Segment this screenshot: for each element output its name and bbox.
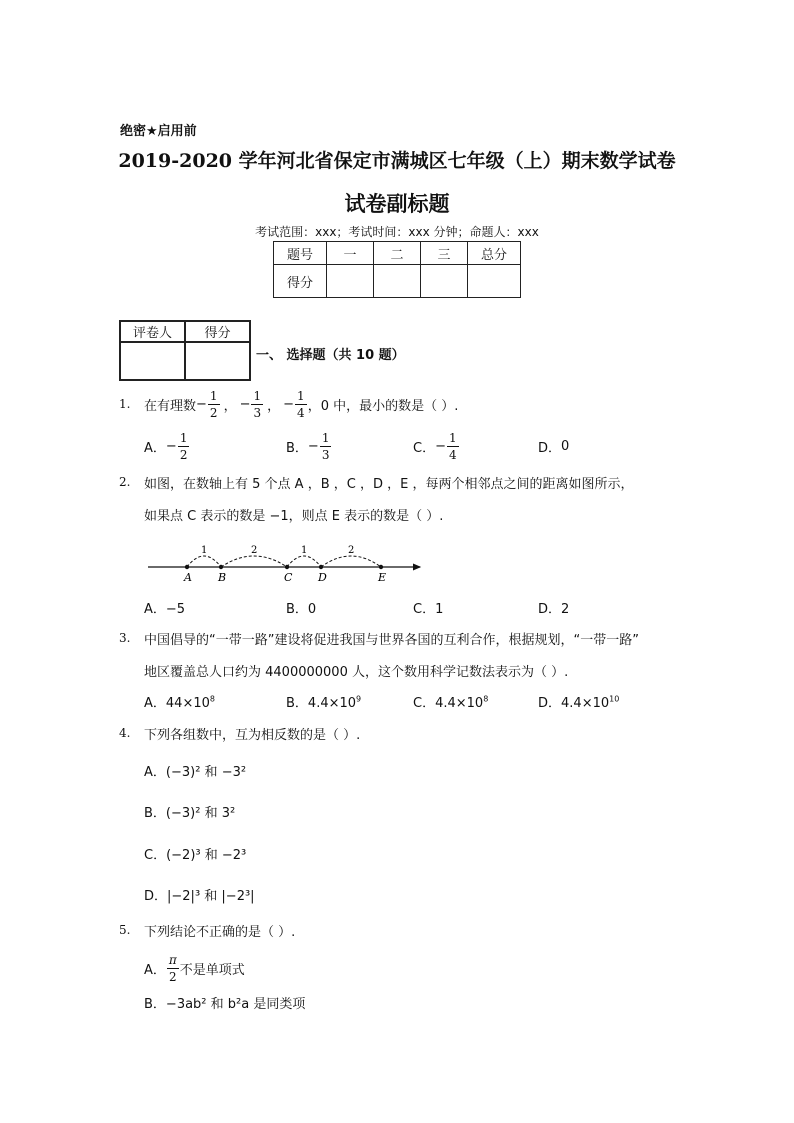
option-a: A．−5: [144, 602, 186, 617]
question-text: ，0 中，最小的数是（ ）.: [307, 398, 459, 414]
option-c: C． − $\frac{1}{4}$: [413, 430, 457, 462]
option-c: C．(−2)³ 和 −2³: [144, 848, 247, 863]
score-cell: [327, 265, 374, 298]
grader-cell: [185, 342, 250, 380]
question-4-stem: 下列各组数中，互为相反数的是（ ）.: [144, 728, 361, 743]
score-cell: [468, 265, 521, 298]
fraction-sign: −: [283, 396, 295, 412]
section-title: 一、 选择题（共 10 题）: [256, 348, 405, 363]
score-header-cell: 题号: [274, 242, 327, 265]
question-number: 5.: [119, 923, 131, 937]
question-5-stem: 下列结论不正确的是（ ）.: [144, 925, 296, 940]
question-number: 2.: [119, 475, 131, 489]
point-label: A: [184, 571, 192, 584]
question-number: 3.: [119, 631, 131, 645]
exam-subtitle: 试卷副标题: [344, 192, 450, 216]
exam-title: 2019-2020 学年河北省保定市满城区七年级（上）期末数学试卷: [118, 150, 676, 172]
option-b: B．−3ab² 和 b²a 是同类项: [144, 997, 306, 1012]
grader-table: [119, 320, 251, 381]
confidential-label: 绝密★启用前: [120, 124, 197, 139]
question-text: 在有理数: [144, 398, 197, 414]
score-header-cell: 一: [327, 242, 374, 265]
point-label: C: [284, 571, 293, 584]
option-a: A．$44\times 10^8$: [144, 694, 215, 711]
score-row-label: 得分: [274, 265, 327, 298]
option-c: C．1: [413, 602, 444, 617]
option-c: C．$4.4\times 10^8$: [413, 694, 489, 711]
score-header-cell: 三: [421, 242, 468, 265]
distance-arc: [321, 556, 381, 567]
option-d: D．2: [538, 602, 570, 617]
exam-info: 考试范围：xxx；考试时间：xxx 分钟；命题人：xxx: [255, 225, 539, 239]
distance-arc: [221, 556, 287, 567]
question-3-line2: 地区覆盖总人口约为 4400000000 人，这个数用科学记数法表示为（ ）.: [144, 665, 569, 680]
grader-cell: [120, 342, 185, 380]
number-line-figure: [140, 535, 430, 585]
distance-arc: [187, 556, 221, 567]
fraction-sign: −: [239, 396, 251, 412]
fraction: $\frac{\pi}{2}$: [168, 952, 177, 984]
distance-label: 1: [201, 545, 208, 556]
score-header-cell: 总分: [468, 242, 521, 265]
question-1-stem: 在有理数 − $\frac{1}{2}$ ， − $\frac{1}{3}$ ， − $\frac{1}{4}$ ，0 中，最小的数是（ ）.: [144, 388, 459, 420]
option-d: D．$4.4\times 10^{10}$: [538, 694, 620, 711]
distance-label: 2: [251, 545, 258, 556]
option-a: A．(−3)² 和 −3²: [144, 765, 247, 780]
distance-label: 1: [301, 545, 308, 556]
score-table: [273, 241, 521, 298]
distance-arc: [287, 556, 321, 567]
question-number: 1.: [119, 397, 131, 411]
option-a: A． $\frac{\pi}{2}$ 不是单项式: [144, 952, 245, 984]
fraction: $\frac{1}{4}$: [297, 388, 305, 420]
grader-header-cell: 评卷人: [120, 321, 185, 342]
question-3-line1: 中国倡导的“一带一路”建设将促进我国与世界各国的互利合作，根据规划，“一带一路”: [144, 633, 639, 648]
option-b: B．0: [286, 602, 317, 617]
option-a: A． − $\frac{1}{2}$: [144, 430, 188, 462]
option-d: D． 0: [538, 438, 570, 456]
option-b: B．$4.4\times 10^9$: [286, 694, 362, 711]
question-number: 4.: [119, 726, 131, 740]
score-header-cell: 二: [374, 242, 421, 265]
grader-header-cell: 得分: [185, 321, 250, 342]
option-d: D．|−2|³ 和 |−2³|: [144, 889, 255, 904]
distance-label: 2: [348, 545, 355, 556]
question-2-line2: 如果点 C 表示的数是 −1，则点 E 表示的数是（ ）.: [144, 509, 444, 524]
point-label: D: [318, 571, 327, 584]
fraction: $\frac{1}{2}$: [209, 388, 218, 420]
option-b: B．(−3)² 和 3²: [144, 806, 236, 821]
score-cell: [374, 265, 421, 298]
option-b: B． − $\frac{1}{3}$: [286, 430, 330, 462]
score-cell: [421, 265, 468, 298]
point-label: E: [378, 571, 387, 584]
question-2-line1: 如图，在数轴上有 5 个点 A ，B ，C ，D ，E ，每两个相邻点之间的距离如图所示，: [144, 477, 634, 492]
fraction-sign: −: [196, 396, 207, 412]
point-label: B: [218, 571, 227, 584]
fraction: $\frac{1}{3}$: [253, 388, 262, 420]
